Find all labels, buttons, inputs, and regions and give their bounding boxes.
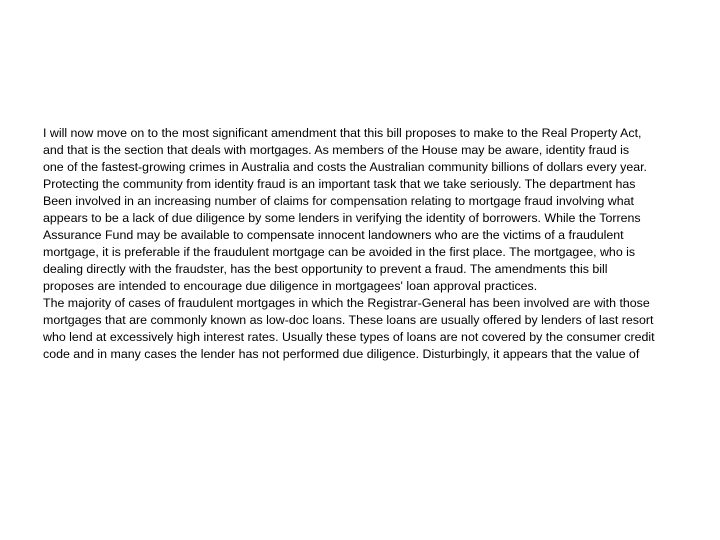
text-paragraph: Protecting the community from identity fraud is an important task that we take seriously. The department has (43, 177, 636, 191)
text-paragraph: one of the fastest-growing crimes in Australia and costs the Australian community billions of dollars every year. (43, 160, 647, 174)
text-paragraph: Assurance Fund may be available to compensate innocent landowners who are the victims of a fraudulent (43, 228, 624, 242)
text-paragraph: mortgage, it is preferable if the fraudulent mortgage can be avoided in the first place. The mortgagee, who is (43, 245, 636, 259)
text-paragraph: proposes are intended to encourage due diligence in mortgagees' loan approval practices. (43, 279, 538, 293)
text-paragraph: Been involved in an increasing number of claims for compensation relating to mortgage fraud involving what (43, 194, 634, 208)
speech-text-block (43, 128, 673, 366)
text-paragraph: code and in many cases the lender has not performed due diligence. Disturbingly, it appears that the value of (43, 347, 640, 361)
text-paragraph: and that is the section that deals with mortgages. As members of the House may be aware, identity fraud is (43, 143, 630, 157)
text-paragraph: mortgages that are commonly known as low-doc loans. These loans are usually offered by lenders of last resort (43, 313, 654, 327)
text-paragraph: I will now move on to the most significant amendment that this bill proposes to make to the Real Property Act, (43, 126, 642, 140)
text-paragraph: The majority of cases of fraudulent mortgages in which the Registrar-General has been involved are with those (43, 296, 650, 310)
text-paragraph: who lend at excessively high interest rates. Usually these types of loans are not covered by the consumer credit (43, 330, 655, 344)
text-paragraph: appears to be a lack of due diligence by some lenders in verifying the identity of borrowers. While the Torrens (43, 211, 641, 225)
text-paragraph: dealing directly with the fraudster, has the best opportunity to prevent a fraud. The amendments this bill (43, 262, 608, 276)
